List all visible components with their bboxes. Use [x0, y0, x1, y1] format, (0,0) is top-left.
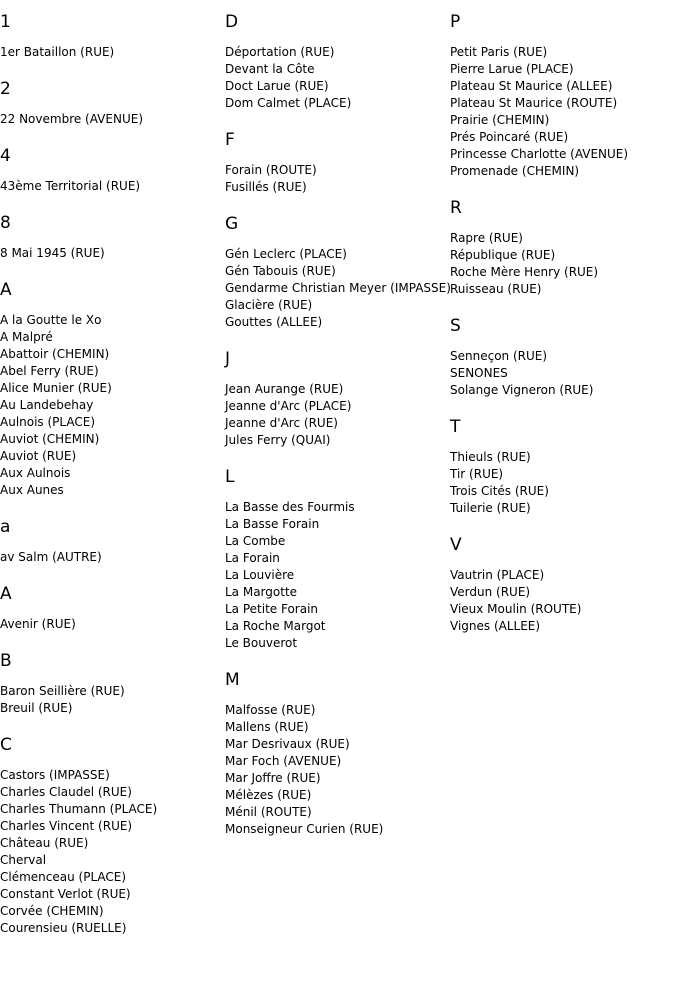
letter-heading: D	[225, 12, 239, 32]
index-column-3	[450, 12, 672, 635]
street-name: Tir (RUE)	[450, 467, 504, 481]
street-name: Roche Mère Henry (RUE)	[450, 265, 599, 279]
letter-heading: M	[225, 670, 240, 690]
street-name: Trois Cités (RUE)	[450, 484, 549, 498]
letter-heading: R	[450, 198, 462, 218]
letter-group	[225, 214, 451, 331]
street-name: Mallens (RUE)	[225, 720, 309, 734]
letter-heading: 8	[0, 213, 11, 233]
street-name: Dom Calmet (PLACE)	[225, 96, 352, 110]
street-name: Charles Thumann (PLACE)	[0, 802, 158, 816]
street-list	[450, 567, 672, 635]
street-name: Prés Poincaré (RUE)	[450, 130, 569, 144]
street-name: Mar Foch (AVENUE)	[225, 754, 342, 768]
street-list	[0, 549, 220, 566]
street-name: Alice Munier (RUE)	[0, 381, 112, 395]
letter-heading: a	[0, 517, 11, 537]
street-name: Rapre (RUE)	[450, 231, 523, 245]
street-name: Monseigneur Curien (RUE)	[225, 822, 384, 836]
street-name: Château (RUE)	[0, 836, 89, 850]
street-name: République (RUE)	[450, 248, 556, 262]
street-list	[225, 499, 447, 652]
street-name: Breuil (RUE)	[0, 701, 73, 715]
street-name: Aux Aulnois	[0, 466, 71, 480]
street-name: Cherval	[0, 853, 47, 867]
street-name: Le Bouverot	[225, 636, 298, 650]
street-name: av Salm (AUTRE)	[0, 550, 102, 564]
letter-group	[450, 535, 672, 635]
index-column-2	[225, 12, 451, 838]
street-name: La Louvière	[225, 568, 295, 582]
street-list	[225, 381, 447, 449]
letter-group	[0, 213, 220, 262]
street-list	[225, 162, 447, 196]
letter-group	[0, 79, 220, 128]
street-name: Auviot (RUE)	[0, 449, 77, 463]
street-list	[225, 246, 451, 331]
letter-group	[225, 467, 447, 652]
letter-heading: L	[225, 467, 235, 487]
letter-heading: J	[225, 349, 231, 369]
street-list	[450, 44, 672, 180]
street-name: Jeanne d'Arc (PLACE)	[225, 399, 352, 413]
letter-group	[450, 198, 672, 298]
street-name: Fusillés (RUE)	[225, 180, 307, 194]
street-name: Castors (IMPASSE)	[0, 768, 110, 782]
street-name: Plateau St Maurice (ROUTE)	[450, 96, 618, 110]
letter-group	[450, 12, 672, 180]
street-name: Vignes (ALLEE)	[450, 619, 541, 633]
index-column-1	[0, 12, 220, 937]
street-name: SENONES	[450, 366, 508, 380]
street-list	[0, 111, 220, 128]
letter-heading: G	[225, 214, 239, 234]
street-name: A Malpré	[0, 330, 53, 344]
street-name: Jean Aurange (RUE)	[225, 382, 344, 396]
letter-heading: S	[450, 316, 461, 336]
street-name: Doct Larue (RUE)	[225, 79, 329, 93]
letter-group	[225, 670, 447, 838]
letter-group	[450, 316, 672, 399]
letter-heading: F	[225, 130, 235, 150]
street-name: Charles Vincent (RUE)	[0, 819, 133, 833]
letter-heading: P	[450, 12, 461, 32]
street-name: Gouttes (ALLEE)	[225, 315, 323, 329]
street-name: Tuilerie (RUE)	[450, 501, 531, 515]
letter-group	[225, 349, 447, 449]
street-list	[225, 44, 447, 112]
street-name: Vieux Moulin (ROUTE)	[450, 602, 582, 616]
street-name: Mar Joffre (RUE)	[225, 771, 321, 785]
street-name: La Margotte	[225, 585, 298, 599]
letter-group	[0, 735, 220, 937]
street-name: La Basse Forain	[225, 517, 320, 531]
letter-heading: 2	[0, 79, 11, 99]
letter-heading: A	[0, 280, 12, 300]
street-name: 22 Novembre (AVENUE)	[0, 112, 143, 126]
letter-heading: T	[450, 417, 461, 437]
street-name: Jules Ferry (QUAI)	[225, 433, 331, 447]
letter-group	[225, 130, 447, 196]
street-name: Charles Claudel (RUE)	[0, 785, 132, 799]
street-name: Avenir (RUE)	[0, 617, 76, 631]
street-name: Verdun (RUE)	[450, 585, 531, 599]
street-name: Courensieu (RUELLE)	[0, 921, 127, 935]
letter-group	[225, 12, 447, 112]
street-list	[0, 245, 220, 262]
letter-heading: 4	[0, 146, 11, 166]
street-name: Solange Vigneron (RUE)	[450, 383, 594, 397]
street-name: Jeanne d'Arc (RUE)	[225, 416, 338, 430]
street-name: 43ème Territorial (RUE)	[0, 179, 141, 193]
letter-group	[0, 280, 220, 499]
letter-group	[0, 146, 220, 195]
street-name: Gendarme Christian Meyer (IMPASSE)	[225, 281, 451, 295]
street-name: Aux Aunes	[0, 483, 64, 497]
street-name: Mélèzes (RUE)	[225, 788, 312, 802]
street-name: 8 Mai 1945 (RUE)	[0, 246, 105, 260]
street-list	[0, 44, 220, 61]
street-name: Auviot (CHEMIN)	[0, 432, 100, 446]
street-name: Constant Verlot (RUE)	[0, 887, 131, 901]
street-name: Abattoir (CHEMIN)	[0, 347, 110, 361]
street-name: Senneçon (RUE)	[450, 349, 548, 363]
street-name: Aulnois (PLACE)	[0, 415, 96, 429]
street-name: Petit Paris (RUE)	[450, 45, 548, 59]
street-list	[450, 348, 672, 399]
street-name: Glacière (RUE)	[225, 298, 313, 312]
letter-heading: B	[0, 651, 12, 671]
street-name: Forain (ROUTE)	[225, 163, 317, 177]
street-name: La Combe	[225, 534, 286, 548]
letter-group	[450, 417, 672, 517]
street-name: Ménil (ROUTE)	[225, 805, 312, 819]
street-list	[0, 312, 220, 499]
street-name: Plateau St Maurice (ALLEE)	[450, 79, 613, 93]
letter-heading: C	[0, 735, 12, 755]
letter-group	[0, 517, 220, 566]
street-name: Thieuls (RUE)	[450, 450, 531, 464]
street-name: Clémenceau (PLACE)	[0, 870, 127, 884]
letter-heading: A	[0, 584, 12, 604]
street-name: La Petite Forain	[225, 602, 319, 616]
street-name: Au Landebehay	[0, 398, 94, 412]
street-name: Baron Seillière (RUE)	[0, 684, 125, 698]
street-list	[0, 616, 220, 633]
street-name: Ruisseau (RUE)	[450, 282, 542, 296]
street-list	[0, 178, 220, 195]
street-name: Pierre Larue (PLACE)	[450, 62, 574, 76]
street-list	[225, 702, 447, 838]
street-name: La Basse des Fourmis	[225, 500, 355, 514]
street-name: Abel Ferry (RUE)	[0, 364, 99, 378]
street-list	[0, 683, 220, 717]
street-name: La Roche Margot	[225, 619, 326, 633]
letter-group	[0, 584, 220, 633]
street-name: Promenade (CHEMIN)	[450, 164, 580, 178]
street-name: Vautrin (PLACE)	[450, 568, 545, 582]
street-name: Princesse Charlotte (AVENUE)	[450, 147, 629, 161]
street-name: Malfosse (RUE)	[225, 703, 316, 717]
street-list	[450, 230, 672, 298]
letter-group	[0, 12, 220, 61]
street-name: Déportation (RUE)	[225, 45, 335, 59]
street-name: Corvée (CHEMIN)	[0, 904, 104, 918]
letter-heading: V	[450, 535, 462, 555]
street-name: A la Goutte le Xo	[0, 313, 102, 327]
street-list	[450, 449, 672, 517]
street-name: 1er Bataillon (RUE)	[0, 45, 115, 59]
street-name: La Forain	[225, 551, 280, 565]
street-name: Mar Desrivaux (RUE)	[225, 737, 350, 751]
street-name: Devant la Côte	[225, 62, 315, 76]
street-name: Gén Tabouis (RUE)	[225, 264, 336, 278]
letter-heading: 1	[0, 12, 11, 32]
street-name: Gén Leclerc (PLACE)	[225, 247, 347, 261]
street-list	[0, 767, 220, 937]
letter-group	[0, 651, 220, 717]
street-name: Prairie (CHEMIN)	[450, 113, 550, 127]
